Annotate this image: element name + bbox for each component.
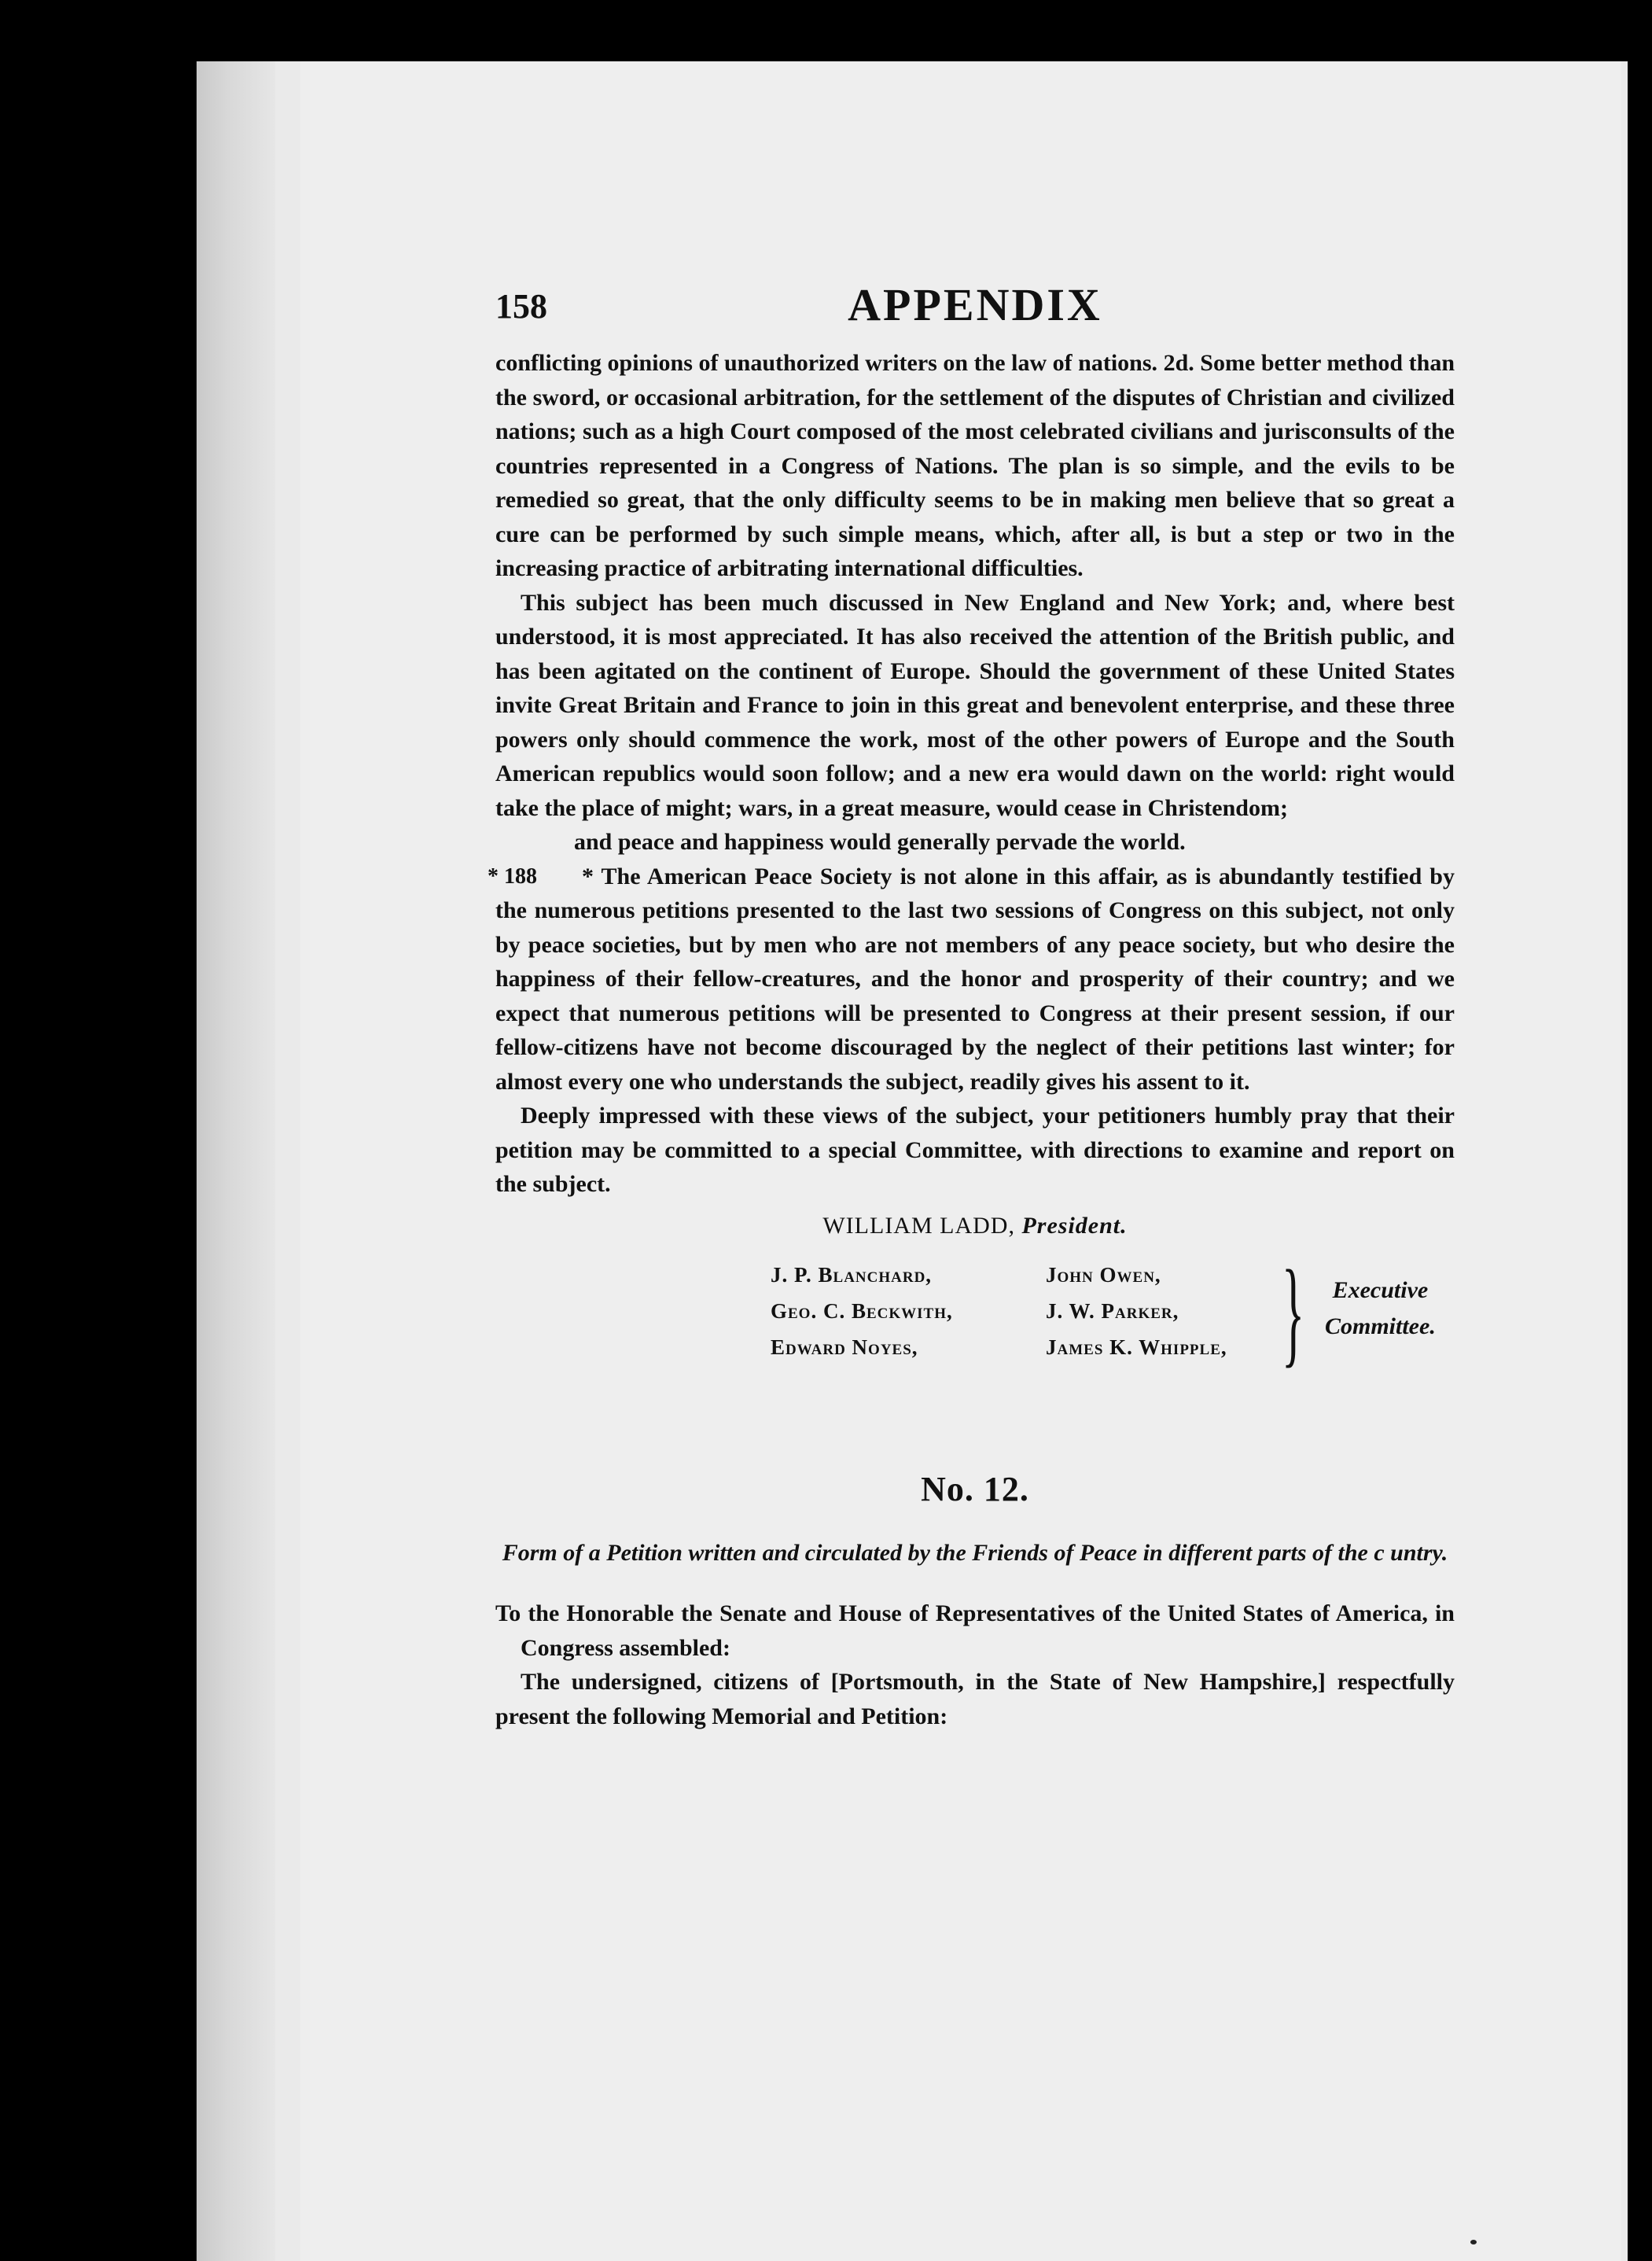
committee-member: J. P. Blanchard, bbox=[771, 1262, 933, 1287]
running-head: APPENDIX bbox=[848, 279, 1102, 330]
paragraph-3-text: * The American Peace Society is not alone in this affair, as is abundantly testified by the numerous petitions presented to the last two sessions of Congress on this subject, not only by peace societies, but by men who are not members of any peace society, but who desire the happiness of their fellow-creatures, and the honor and prosperity of their country; and we expect that numerous petitions will be presented to Congress at their present session, if our fellow-citizens have not become discouraged by the neglect of their petitions last winter; for almost every one who understands the subject, readily gives his assent to it. bbox=[495, 863, 1455, 1095]
paragraph-3 bbox=[488, 860, 1455, 1099]
scanned-page bbox=[197, 61, 1628, 2261]
executive-committee bbox=[495, 1245, 1455, 1383]
paragraph-1: conflicting opinions of unauthorized writers on the law of nations. 2d. Some better method than the sword, or occasional arbitration, for the settlement of the disputes of Christian and civilized nations; such as a high Court composed of the most celebrated civilians and jurisconsults of the countries represented in a Congress of Nations. The plan is so simple, and the evils to be remedied so great, that the only difficulty seems to be in making men believe that so great a cure can be performed by such simple means, which, after all, is but a step or two in the increasing practice of arbitrating international difficulties. bbox=[495, 350, 1455, 581]
page-text bbox=[488, 267, 1455, 1733]
signature-line bbox=[495, 1213, 1455, 1239]
signature-title: President. bbox=[1021, 1212, 1128, 1239]
committee-label-line-1: Executive bbox=[1332, 1276, 1429, 1303]
committee-member: J. W. Parker, bbox=[1046, 1298, 1179, 1323]
paragraph-4: Deeply impressed with these views of the subject, your petitioners humbly pray that their petition may be committed to a special Committee, with directions to examine and report on the subject. bbox=[495, 1103, 1455, 1197]
page-marker: * 188 bbox=[488, 864, 537, 889]
committee-label-line-2: Committee. bbox=[1325, 1313, 1436, 1339]
committee-label bbox=[1325, 1272, 1436, 1345]
committee-column-2 bbox=[1046, 1257, 1227, 1365]
committee-member: Geo. C. Beckwith, bbox=[771, 1298, 953, 1323]
document-number: No. 12. bbox=[921, 1469, 1029, 1508]
committee-column-1 bbox=[771, 1257, 953, 1365]
page-number: 158 bbox=[495, 287, 547, 326]
petition-address: To the Honorable the Senate and House of Representatives of the United States of America, in Congress assembled: bbox=[495, 1600, 1455, 1661]
paragraph-2-last-line: and peace and happiness would generally pervade the world. bbox=[574, 829, 1186, 855]
committee-member: Edward Noyes, bbox=[771, 1335, 918, 1359]
committee-member: James K. Whipple, bbox=[1046, 1335, 1227, 1359]
form-caption: Form of a Petition written and circulated by the Friends of Peace in different parts of the c untry. bbox=[502, 1539, 1448, 1566]
scan-speck bbox=[1470, 2240, 1477, 2244]
petition-opening: The undersigned, citizens of [Portsmouth, in the State of New Hampshire,] respectfully present the following Memorial and Petition: bbox=[495, 1669, 1455, 1729]
committee-brace: } bbox=[1282, 1245, 1305, 1378]
page-header bbox=[495, 267, 1455, 346]
signature-name: WILLIAM LADD, bbox=[822, 1212, 1015, 1239]
page-gutter bbox=[197, 61, 275, 2261]
committee-member: John Owen, bbox=[1046, 1262, 1161, 1287]
paragraph-2: This subject has been much discussed in New England and New York; and, where best understood, it is most appreciated. It has also received the attention of the British public, and has been agitated on the continent of Europe. Should the government of these United States invite Great Britain and France to join in this great and benevolent enterprise, and these three powers only should commence the work, most of the other powers of Europe and the South American republics would soon follow; and a new era would dawn on the world: right would take the place of might; wars, in a great measure, would cease in Christendom; bbox=[495, 589, 1455, 821]
